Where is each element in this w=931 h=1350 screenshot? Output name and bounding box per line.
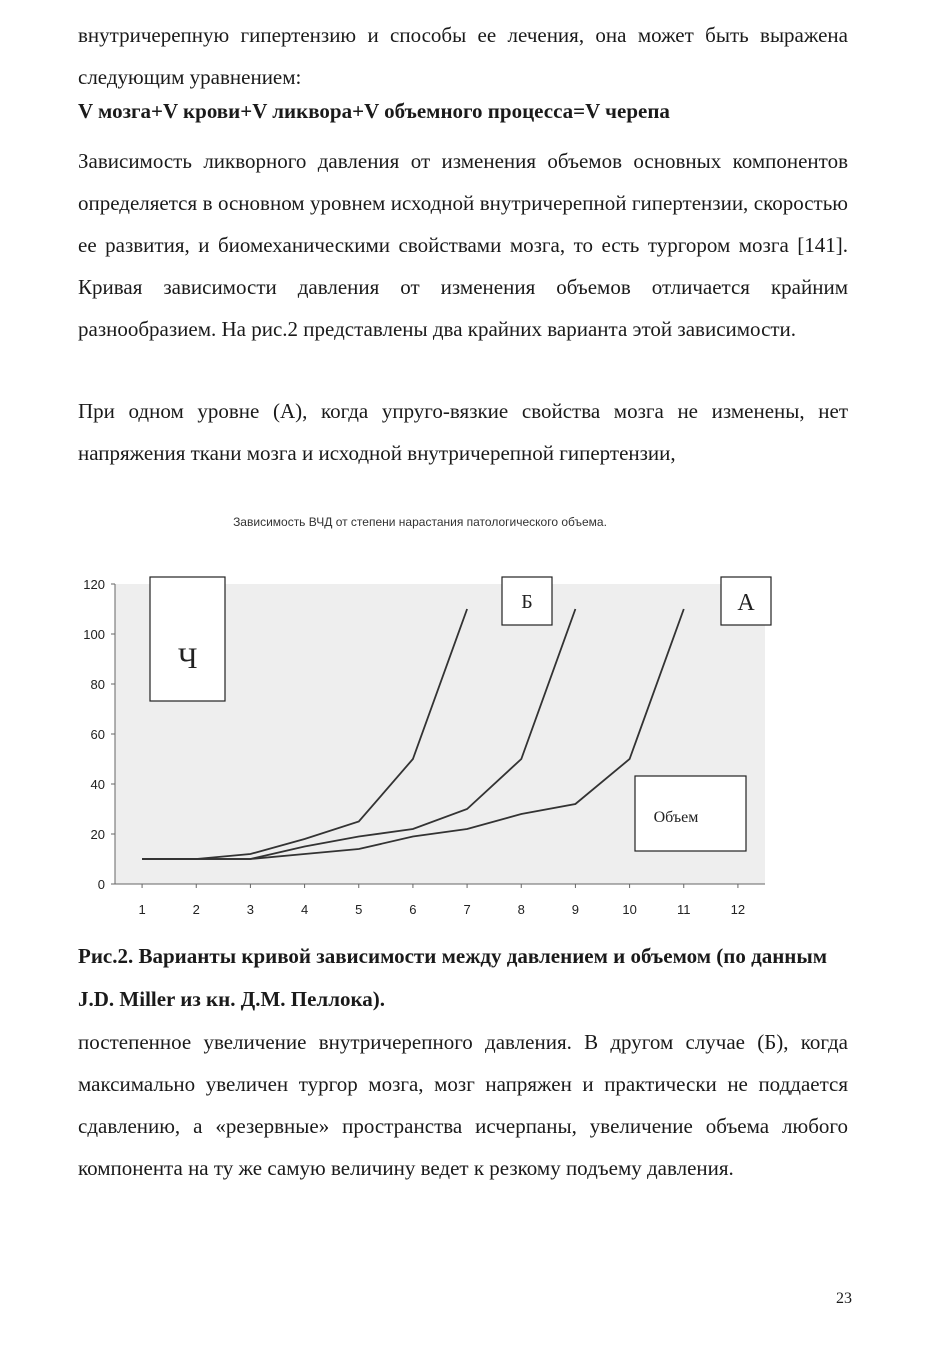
formula: V мозга+V крови+V ликвора+V объемного процесса=V черепа bbox=[78, 99, 670, 123]
y-tick-label: 60 bbox=[90, 727, 105, 742]
annotation-label-b: Б bbox=[521, 591, 533, 613]
x-tick-label: 2 bbox=[192, 902, 200, 917]
paragraph-level-a: При одном уровне (А), когда упруго-вязкие свойства мозга не изменены, нет напряжения ткани мозга и исходной внутричерепной гипертензии, bbox=[78, 399, 848, 465]
annotation-box-b bbox=[502, 577, 552, 625]
annotation-box-ch bbox=[150, 577, 225, 701]
x-tick-label: 5 bbox=[355, 902, 363, 917]
annotation-label-volume: Объем bbox=[653, 809, 699, 826]
y-tick-label: 20 bbox=[90, 827, 105, 842]
annotation-box-a bbox=[721, 577, 771, 625]
paragraph-case-b: постепенное увеличение внутричерепного давления. В другом случае (Б), когда максимально увеличен тургор мозга, мозг напряжен и практически не поддается сдавлению, а «резервные» пространства исчерпаны, увеличение объема любого компонента на ту же самую величину ведет к резкому подъему давления. bbox=[78, 1030, 848, 1180]
x-tick-label: 8 bbox=[517, 902, 525, 917]
x-tick-label: 9 bbox=[571, 902, 580, 917]
y-tick-label: 100 bbox=[83, 627, 105, 642]
x-tick-label: 7 bbox=[463, 902, 471, 917]
y-tick-label: 40 bbox=[90, 777, 105, 792]
x-tick-label: 10 bbox=[622, 902, 637, 917]
paragraph-dependence: Зависимость ликворного давления от изменения объемов основных компонентов определяется в основном уровнем исходной внутричерепной гипертензии, скоростью ее развития, и биомеханическими свойствами мозга, то есть тургором мозга [141]. Кривая зависимости давления от изменения объемов отличается крайним разнообразием. На рис.2 представлены два крайних варианта этой зависимости. bbox=[78, 149, 848, 341]
x-tick-label: 6 bbox=[409, 902, 417, 917]
annotation-label-a: А bbox=[737, 590, 755, 616]
pressure-volume-chart bbox=[60, 500, 800, 930]
x-tick-label: 1 bbox=[138, 902, 146, 917]
x-tick-label: 12 bbox=[730, 902, 746, 917]
figure-caption: Рис.2. Варианты кривой зависимости между давлением и объемом (по данным J.D. Miller из кн. Д.М. Пеллока). bbox=[78, 944, 828, 1011]
chart-title: Зависимость ВЧД от степени нарастания патологического объема. bbox=[233, 515, 607, 529]
annotation-label-ch: Ч bbox=[178, 642, 198, 675]
y-tick-label: 120 bbox=[83, 577, 105, 592]
paragraph-intro: внутричерепную гипертензию и способы ее лечения, она может быть выражена следующим уравнением: bbox=[78, 23, 848, 89]
y-tick-label: 0 bbox=[97, 877, 105, 892]
x-tick-label: 11 bbox=[677, 902, 691, 917]
page-number: 23 bbox=[836, 1290, 852, 1307]
x-tick-label: 4 bbox=[300, 902, 309, 917]
y-tick-label: 80 bbox=[90, 677, 105, 692]
x-tick-label: 3 bbox=[246, 902, 255, 917]
annotation-box-volume bbox=[635, 776, 746, 851]
